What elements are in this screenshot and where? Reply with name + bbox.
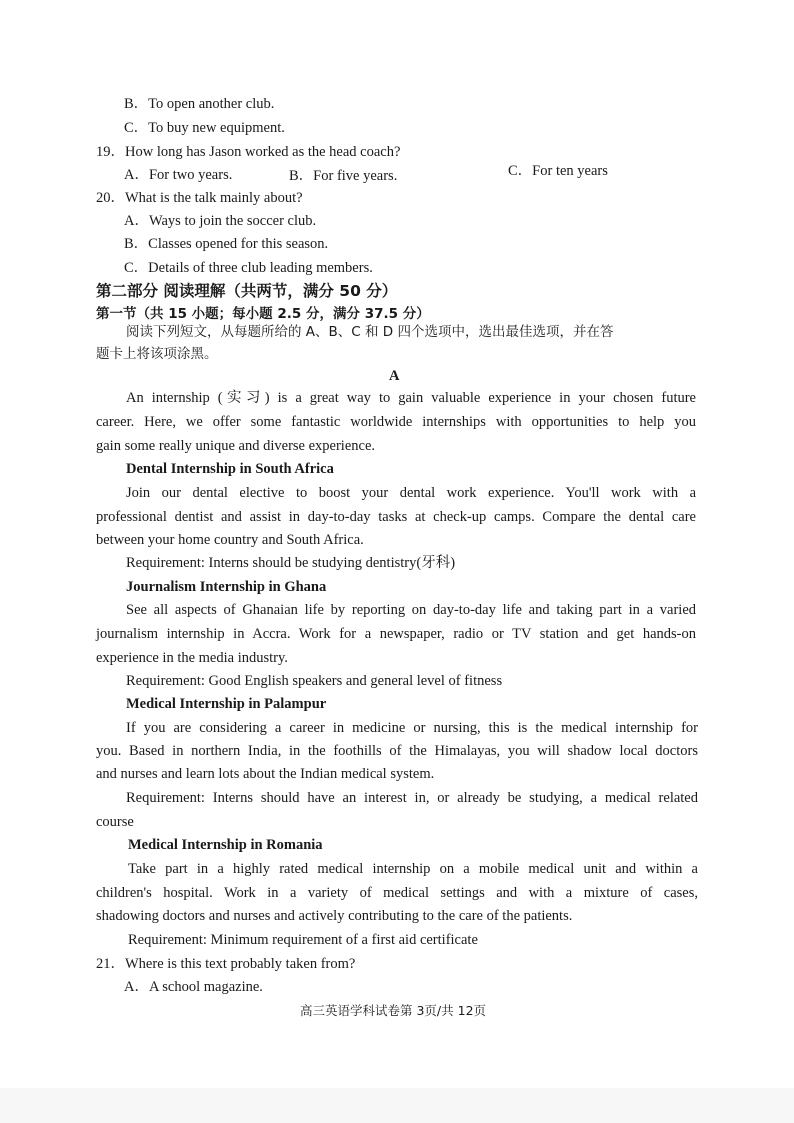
internship-requirement: Requirement: Interns should be studying dentistry(牙科) [126, 555, 456, 571]
internship-body-line: If you are considering a career in medicine or nursing, this is the medical internship for [126, 720, 698, 736]
q21-option-a: A．A school magazine. [124, 979, 263, 995]
internship-requirement: Requirement: Minimum requirement of a first aid certificate [128, 932, 478, 948]
intro-line: career. Here, we offer some fantastic worldwide internships with opportunities to help you [96, 414, 696, 430]
internship-body-line: professional dentist and assist in day-to-day tasks at check-up camps. Compare the dental care [96, 509, 696, 525]
q19-question: 19．How long has Jason worked as the head coach? [96, 144, 401, 160]
page-bottom-margin [0, 1088, 794, 1123]
internship-body-line: you. Based in northern India, in the foothills of the Himalayas, you will shadow local doctors [96, 743, 698, 759]
internship-body-line: journalism internship in Accra. Work for a newspaper, radio or TV station and get hands-on [96, 626, 696, 642]
q19-option-b: B．For five years. [289, 168, 398, 184]
internship-requirement: Requirement: Good English speakers and general level of fitness [126, 673, 503, 689]
internship-body-line: between your home country and South Africa. [96, 532, 364, 548]
q18-option-b: B．To open another club. [124, 96, 275, 112]
internship-body-line: Join our dental elective to boost your dental work experience. You'll work with a [126, 485, 696, 501]
internship-title-journalism: Journalism Internship in Ghana [126, 579, 327, 595]
internship-body-line: and nurses and learn lots about the Indian medical system. [96, 766, 435, 782]
q20-option-c: C．Details of three club leading members. [124, 260, 373, 276]
instruction-line-1: 阅读下列短文，从每题所给的 A、B、C 和 D 四个选项中，选出最佳选项，并在答 [126, 324, 614, 340]
q20-option-b: B．Classes opened for this season. [124, 236, 329, 252]
q20-option-a: A．Ways to join the soccer club. [124, 213, 317, 229]
internship-requirement: Requirement: Interns should have an interest in, or already be studying, a medical related [126, 790, 698, 806]
internship-title-dental: Dental Internship in South Africa [126, 461, 334, 477]
q19-option-a: A．For two years. [124, 167, 233, 183]
q18-option-c: C．To buy new equipment. [124, 120, 285, 136]
part-title: 第二部分 阅读理解（共两节，满分 50 分） [96, 282, 398, 300]
internship-body-line: Take part in a highly rated medical internship on a mobile medical unit and within a [128, 861, 698, 877]
internship-title-palampur: Medical Internship in Palampur [126, 696, 327, 712]
internship-body-line: children's hospital. Work in a variety of medical settings and with a mixture of cases, [96, 885, 698, 901]
instruction-line-2: 题卡上将该项涂黑。 [96, 346, 218, 362]
page-footer: 高三英语学科试卷第 3页/共 12页 [300, 1003, 487, 1018]
section-title: 第一节（共 15 小题；每小题 2.5 分，满分 37.5 分） [96, 306, 430, 322]
internship-body-line: See all aspects of Ghanaian life by reporting on day-to-day life and taking part in a varied [126, 602, 696, 618]
internship-body-line: experience in the media industry. [96, 650, 288, 666]
internship-title-romania: Medical Internship in Romania [128, 837, 323, 853]
q19-option-c: C．For ten years [508, 163, 608, 179]
q21-question: 21．Where is this text probably taken from? [96, 956, 356, 972]
q20-question: 20．What is the talk mainly about? [96, 190, 303, 206]
intro-line: gain some really unique and diverse experience. [96, 438, 376, 454]
internship-body-line: shadowing doctors and nurses and actively contributing to the care of the patients. [96, 908, 573, 924]
internship-requirement: course [96, 814, 134, 830]
intro-line: An internship (实习) is a great way to gain valuable experience in your chosen future [126, 390, 696, 406]
passage-label: A [389, 368, 400, 384]
